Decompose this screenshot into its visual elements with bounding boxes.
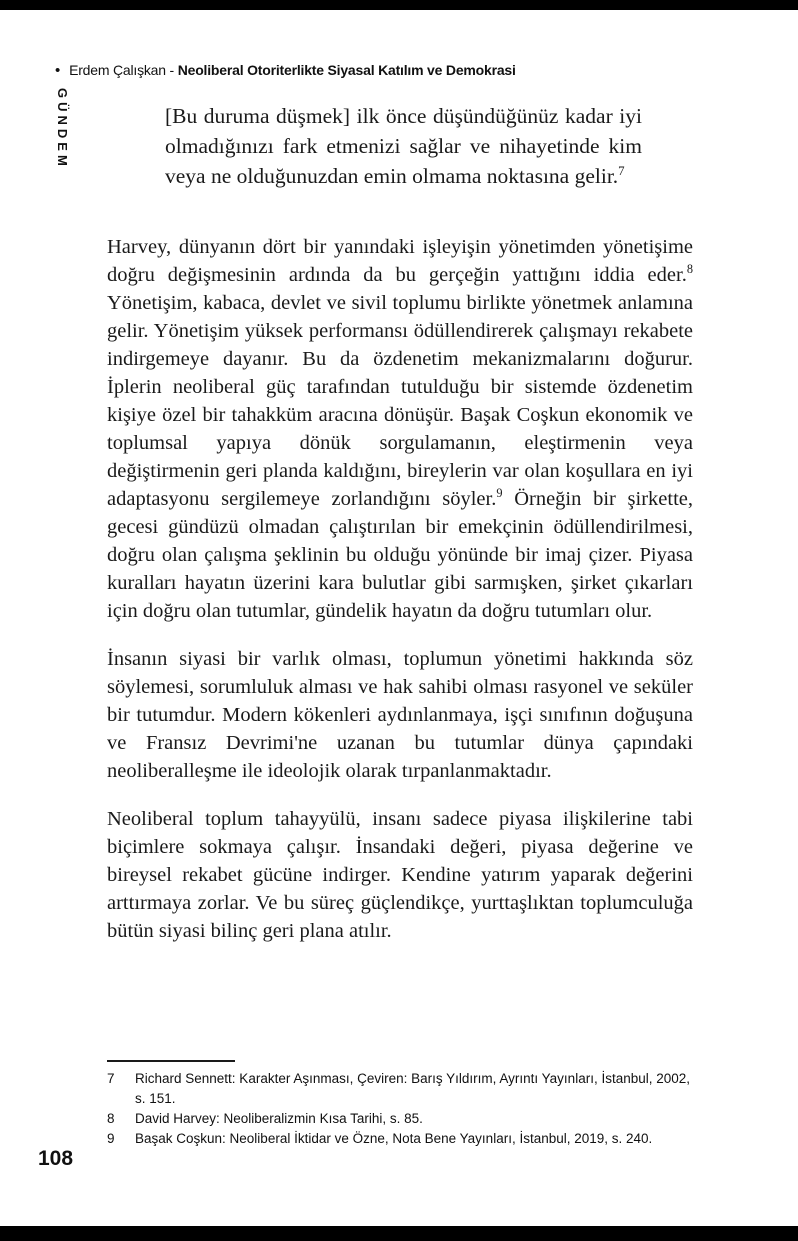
paragraph-1-segment: Örneğin bir şirkette, gecesi gündüzü olmadan çalıştırılan bir emekçinin ödüllendirilmesi, doğru olan çalışma şeklinin bu olduğu yönünde bir imaj çizer. Piyasa kuralları hayatın üzerini kara bulutlar gibi sarmışken, şirket çıkarları için doğru olan tutumlar, gündelik hayatın da doğru tutumları olur. — [107, 488, 693, 622]
footnote-item-9 — [107, 1129, 699, 1149]
header-book-title: Neoliberal Otoriterlikte Siyasal Katılım ve Demokrasi — [177, 62, 516, 78]
paragraph-3: Neoliberal toplum tahayyülü, insanı sadece piyasa ilişkilerine tabi biçimlere sokmaya çalışır. İnsandaki değeri, piyasa değerine ve bireysel rekabet gücüne indirger. Kendine yatırım yaparak değerini arttırmaya zorlar. Ve bu süreç güçlendikçe, yurttaşlıktan toplumculuğa bütün siyasi bilinç geri plana atılır. — [107, 808, 693, 942]
footnote-ref-9: 9 — [496, 486, 503, 501]
footnote-text: David Harvey: Neoliberalizmin Kısa Tarihi, s. 85. — [135, 1111, 423, 1126]
footnote-item-8 — [107, 1109, 699, 1129]
footnotes-section — [107, 1060, 699, 1149]
paragraph-1-segment: Harvey, dünyanın dört bir yanındaki işleyişin yönetimden yönetişime doğru değişmesinin ardında da bu gerçeğin yattığını iddia eder. — [107, 236, 693, 286]
block-quote — [165, 101, 642, 191]
paragraph-1 — [107, 233, 693, 625]
footnote-text: Richard Sennett: Karakter Aşınması, Çeviren: Barış Yıldırım, Ayrıntı Yayınları, İstanbul, 2002, s. 151. — [135, 1071, 691, 1106]
series-label-vertical: GÜNDEM — [55, 88, 70, 170]
header-bullet: • — [55, 62, 61, 79]
footnote-ref-8: 8 — [686, 262, 693, 277]
footnote-number: 8 — [107, 1111, 115, 1126]
header-author: Erdem Çalışkan - — [69, 62, 178, 78]
running-header — [55, 62, 516, 79]
body-text — [107, 233, 693, 965]
page-number: 108 — [38, 1147, 74, 1170]
paragraph-2: İnsanın siyasi bir varlık olması, toplumun yönetimi hakkında söz söylemesi, sorumluluk alması ve hak sahibi olması rasyonel ve seküler bir tutumdur. Modern kökenleri aydınlanmaya, işçi sınıfının doğuşuna ve Fransız Devrimi'ne uzanan bu tutumlar dünya çapındaki neoliberalleşme ile ideolojik olarak tırpanlanmaktadır. — [107, 648, 693, 782]
footnote-number: 7 — [107, 1071, 115, 1086]
footnote-divider — [107, 1060, 235, 1062]
footnote-number: 9 — [107, 1131, 115, 1146]
bottom-edge-bar — [0, 1226, 798, 1241]
top-edge-bar — [0, 0, 798, 10]
quote-text: [Bu duruma düşmek] ilk önce düşündüğünüz kadar iyi olmadığınızı fark etmenizi sağlar ve nihayetinde kim veya ne olduğunuzdan emin olmama noktasına gelir. — [165, 104, 642, 188]
paragraph-1-segment: Yönetişim, kabaca, devlet ve sivil toplumu birlikte yönetmek anlamına gelir. Yönetişim yüksek performansı ödüllendirerek çalışmayı rekabete indirgemeye dayanır. Bu da özdenetim mekanizmalarını doğurur. İplerin neoliberal güç tarafından tutulduğu bir sistemde özdenetim kişiye özel bir tahakküm aracına dönüşür. Başak Coşkun ekonomik ve toplumsal yapıya dönük sorgulamanın, eleştirmenin veya değiştirmenin geri planda kaldığını, bireylerin var olan koşullara en iyi adaptasyonu sergilemeye zorlandığını söyler. — [107, 292, 693, 510]
footnote-ref-7: 7 — [618, 163, 625, 178]
footnote-item-7 — [107, 1069, 699, 1109]
footnote-text: Başak Coşkun: Neoliberal İktidar ve Özne, Nota Bene Yayınları, İstanbul, 2019, s. 240. — [135, 1131, 653, 1146]
